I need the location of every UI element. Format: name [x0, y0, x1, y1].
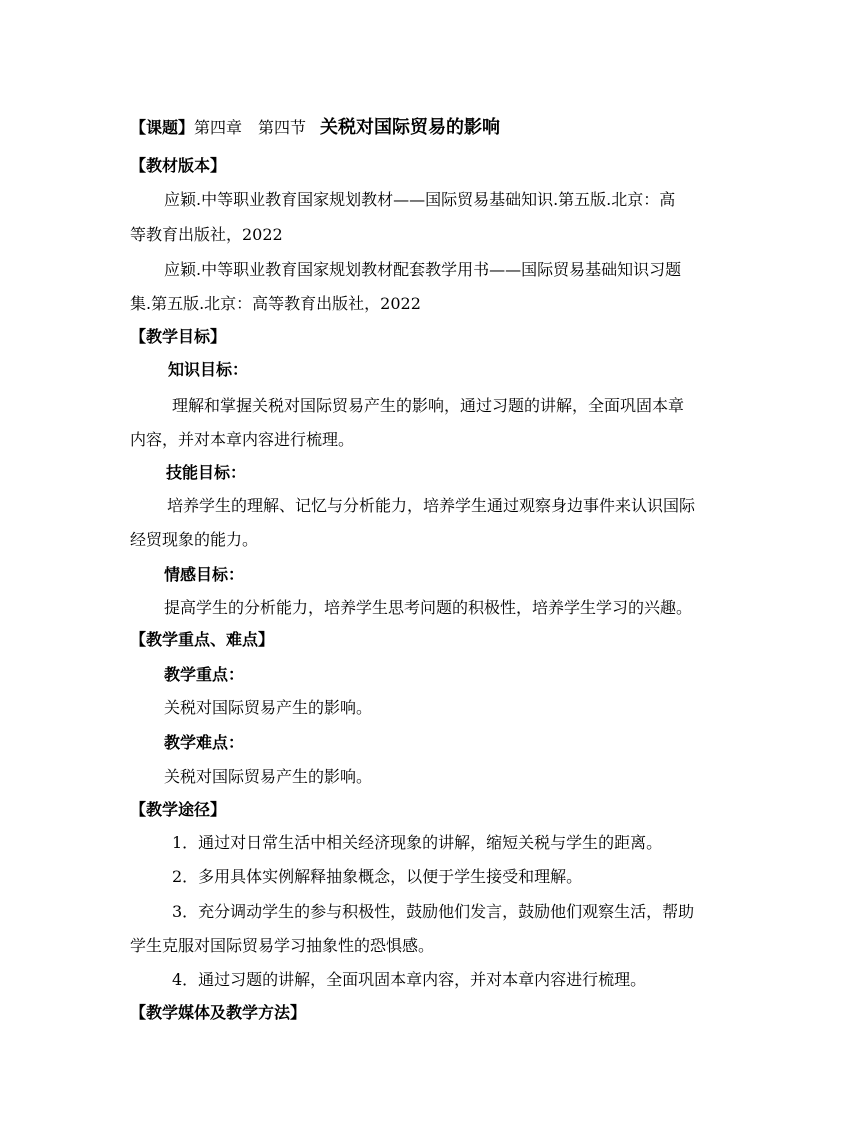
edition-p2-line1: 应颖.中等职业教育国家规划教材配套教学用书——国际贸易基础知识习题	[164, 260, 682, 279]
title-main: 关税对国际贸易的影响	[320, 117, 501, 138]
edition-p1-line2: 等教育出版社，2022	[130, 225, 283, 244]
approach-item-4: 4．通过习题的讲解，全面巩固本章内容，并对本章内容进行梳理。	[172, 970, 647, 989]
goals-heading: 【教学目标】	[130, 327, 227, 346]
knowledge-line1: 理解和掌握关税对国际贸易产生的影响，通过习题的讲解，全面巩固本章	[172, 396, 685, 415]
edition-p1-line1: 应颖.中等职业教育国家规划教材——国际贸易基础知识.第五版.北京：高	[164, 190, 676, 209]
approach-item-1: 1．通过对日常生活中相关经济现象的讲解，缩短关税与学生的距离。	[172, 833, 663, 852]
key-label: 教学重点：	[164, 665, 245, 684]
approach-item-2: 2．多用具体实例解释抽象概念，以便于学生接受和理解。	[172, 867, 583, 886]
approach-item-3-line1: 3．充分调动学生的参与积极性，鼓励他们发言，鼓励他们观察生活，帮助	[172, 902, 695, 921]
difficult-label: 教学难点：	[164, 733, 245, 752]
edition-heading: 【教材版本】	[130, 156, 227, 175]
approach-item-3-line2: 学生克服对国际贸易学习抽象性的恐惧感。	[130, 936, 435, 955]
edition-p2-line2: 集.第五版.北京：高等教育出版社，2022	[130, 294, 421, 313]
key-heading: 【教学重点、难点】	[130, 630, 275, 649]
emotion-line1: 提高学生的分析能力，培养学生思考问题的积极性，培养学生学习的兴趣。	[164, 598, 693, 617]
difficult-text: 关税对国际贸易产生的影响。	[164, 767, 373, 786]
skill-line1: 培养学生的理解、记忆与分析能力，培养学生通过观察身边事件来认识国际	[167, 496, 696, 515]
key-text: 关税对国际贸易产生的影响。	[164, 698, 373, 717]
knowledge-line2: 内容，并对本章内容进行梳理。	[130, 430, 355, 449]
approach-heading: 【教学途径】	[130, 800, 227, 819]
skill-line2: 经贸现象的能力。	[130, 530, 259, 549]
lesson-title	[130, 118, 500, 138]
title-prefix: 【课题】	[130, 118, 195, 137]
skill-label: 技能目标：	[166, 463, 247, 482]
media-heading: 【教学媒体及教学方法】	[130, 1003, 307, 1022]
emotion-label: 情感目标：	[164, 565, 245, 584]
knowledge-label: 知识目标：	[168, 360, 249, 379]
title-chapter: 第四章 第四节	[194, 118, 307, 137]
